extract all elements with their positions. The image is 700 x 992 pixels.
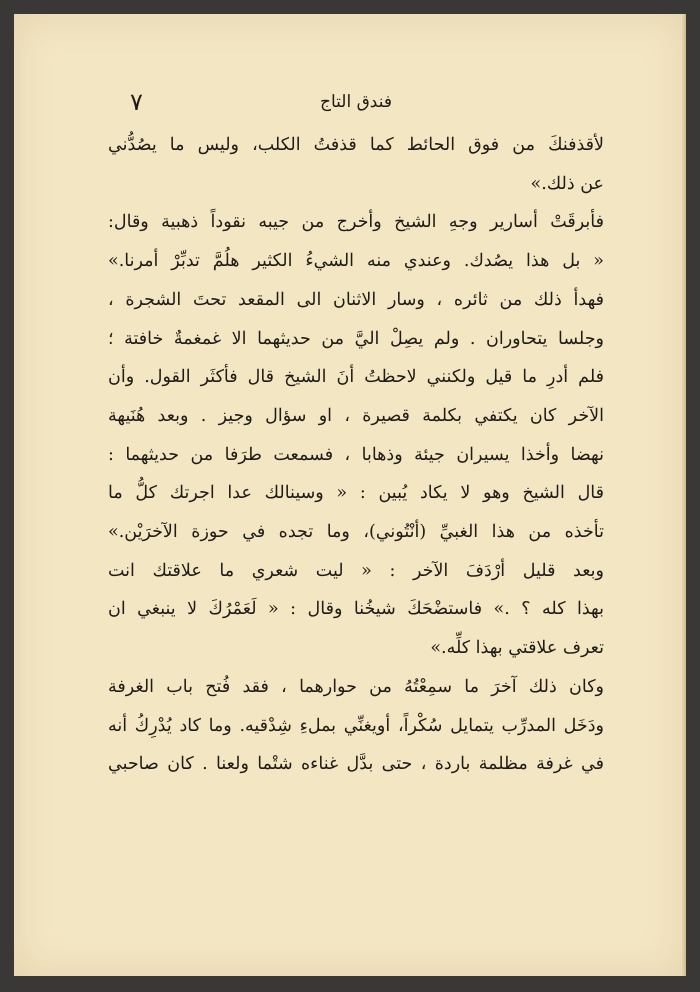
page-header: [108, 88, 604, 124]
book-page: [14, 14, 686, 976]
text-line: عن ذلك.»: [530, 173, 604, 194]
page-edge: [682, 14, 686, 976]
text-line: لأقذفنكَ من فوق الحائط كما قذفتُ الكلب، وليس ما يصُدُّني: [108, 135, 604, 155]
body-text: [108, 126, 604, 784]
text-line: وبعد قليل أرْدَفَ الآخر : « ليت شعري ما علاقتك انت: [108, 560, 604, 581]
text-line: وكان ذلك آخرَ ما سمِعْتُهُ من حوارهما ، فقد فُتح باب الغرفة: [108, 676, 604, 697]
text-line: نهضا وأخذا يسيران جيئة وذهابا ، فسمعت طرَفا من حديثهما :: [108, 444, 604, 465]
text-line: تأخذه من هذا الغبيِّ (أنْتُوني)، وما تجده في حوزة الآخرَيْن.»: [108, 522, 604, 543]
text-line: فهدأ ذلك من ثائره ، وسار الاثنان الى المقعد تحتَ الشجرة ،: [108, 289, 604, 310]
text-line: بهذا كله ؟ .» فاستضْحَكَ شيخُنا وقال : « لَعَمْرُكَ لا ينبغي ان: [108, 599, 604, 620]
text-line: تعرف علاقتي بهذا كلِّه.»: [430, 638, 604, 659]
text-line: الآخر كان يكتفي بكلمة قصيرة ، او سؤال وجيز . وبعد هُنَيهة: [108, 405, 604, 426]
text-line: « بل هذا يصُدك. وعندي منه الشيءُ الكثير هلُمَّ تدبِّرْ أمرنا.»: [108, 251, 604, 272]
text-line: قال الشيخ وهو لا يكاد يُبين : « وسينالك عدا اجرتك كلُّ ما: [108, 483, 604, 504]
text-line: في غرفة مظلمة باردة ، حتى بدَّل غناءه شتْما ولعنا . كان صاحبي: [108, 754, 604, 775]
running-title: فندق التاج: [320, 92, 392, 112]
text-line: وجلسا يتحاوران . ولم يصِلْ اليَّ من حديثهما الا غمغمةٌ خافتة ؛: [108, 328, 604, 349]
page-number: ٧: [130, 88, 143, 116]
text-line: ودَخَل المدرِّب يتمايل سُكْراً، أويغنِّي بملءِ شِدْقيه. وما كاد يُدْرِكُ أنه: [108, 715, 604, 736]
text-line: فلم أدرِ ما قيل ولكنني لاحظتُ أنَ الشيخ قال فأكثَر القول. وأن: [108, 367, 604, 388]
text-line: فأبرقَتْ أسارير وجهِ الشيخ وأخرج من جيبه نقوداً ذهبية وقال:: [108, 212, 604, 233]
